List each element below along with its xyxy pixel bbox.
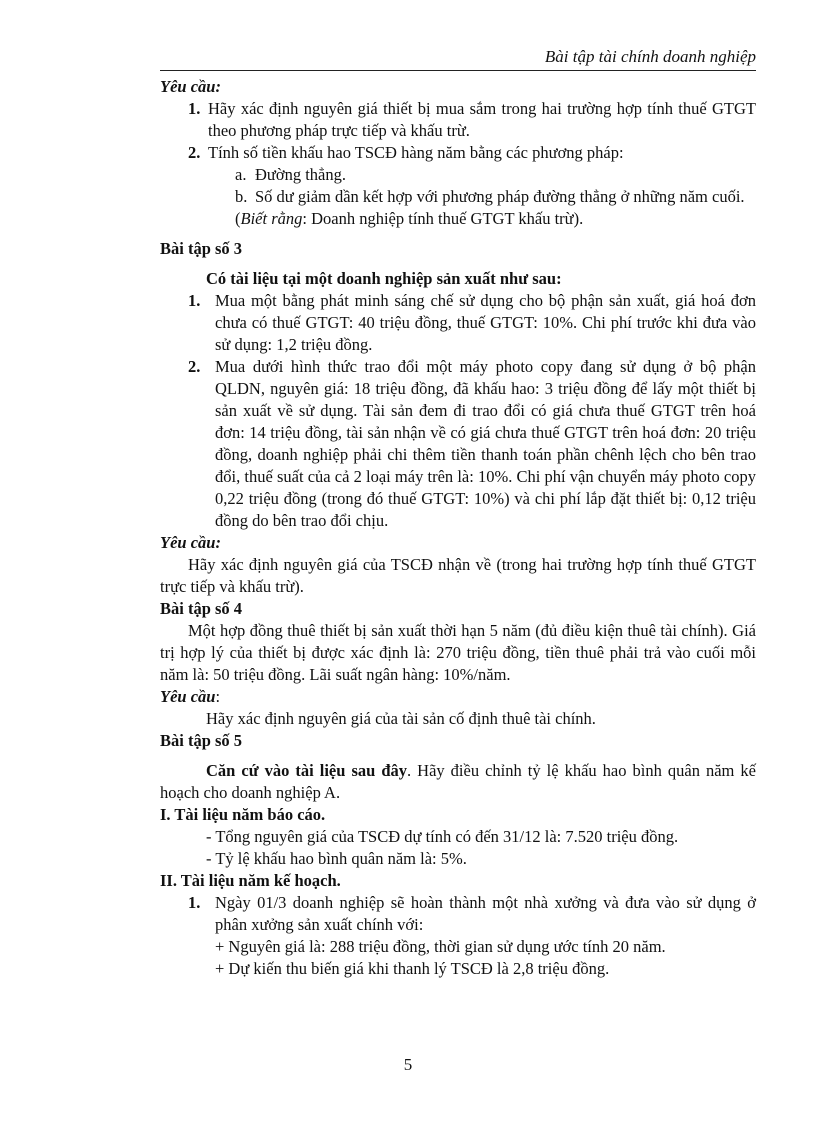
document-body [160,76,756,980]
exercise-3-requirements-text: Hãy xác định nguyên giá của TSCĐ nhận về (trong hai trường hợp tính thuế GTGT trực tiếp và khấu trừ). [160,555,756,596]
part-2-item-1 [160,892,756,936]
note-text: : Doanh nghiệp tính thuế GTGT khấu trừ). [302,209,584,228]
list-text: Ngày 01/3 doanh nghiệp sẽ hoàn thành một nhà xưởng và đưa vào sử dụng ở phân xưởng sản xuất chính với: [215,893,756,934]
exercise-3-intro: Có tài liệu tại một doanh nghiệp sản xuất như sau: [206,269,562,288]
note-label: Biết rằng [240,209,303,228]
list-text: Mua dưới hình thức trao đổi một máy photo copy đang sử dụng ở bộ phận QLDN, nguyên giá: 18 triệu đồng, đã khấu hao: 3 triệu đồng để lấy một thiết bị sản xuất về sử dụng. Tài sản đem đi trao đổi có giá chưa thuế GTGT trên hoá đơn: 14 triệu đồng, tài sản nhận về có giá chưa thuế GTGT trên hoá đơn: 20 triệu đồng, doanh nghiệp phải chi thêm tiền thanh toán phần chênh lệch cho bên trao đổi, thuế suất của cả 2 loại máy trên là: 10%. Chi phí vận chuyển máy photo copy 0,22 triệu đồng (trong đó thuế GTGT: 10%) và chi phí lắp đặt thiết bị: 0,12 triệu đồng do bên trao đổi chịu. [215,357,756,530]
requirement-item-2 [160,142,756,164]
page-number: 5 [403,1055,413,1074]
list-number: 2. [188,143,201,162]
list-text: Mua một bằng phát minh sáng chế sử dụng cho bộ phận sản xuất, giá hoá đơn chưa có thuế GTGT: 40 triệu đồng, thuế GTGT: 10%. Chi phí trước khi đưa vào sử dụng: 1,2 triệu đồng. [215,291,756,354]
part-2-heading: II. Tài liệu năm kế hoạch. [160,871,341,890]
list-number: 1. [188,291,201,310]
page-header-title: Bài tập tài chính doanh nghiệp [544,47,756,66]
sub-item-b [160,186,756,208]
note-line: (Biết rằng: Doanh nghiệp tính thuế GTGT khấu trừ). [235,209,584,228]
part-1-heading: I. Tài liệu năm báo cáo. [160,805,326,824]
exercise-4-title: Bài tập số 4 [160,599,243,618]
exercise-5-intro [160,760,756,804]
sub-item-a [160,164,756,186]
part-1-line-1: - Tổng nguyên giá của TSCĐ dự tính có đến 31/12 là: 7.520 triệu đồng. [206,827,679,846]
exercise-3-requirements-heading: Yêu cầu: [160,533,221,552]
exercise-4-requirements-heading [160,686,756,708]
sub-label: a. [235,165,247,184]
list-number: 2. [188,357,201,376]
list-number: 1. [188,893,201,912]
sub-text: Số dư giảm dần kết hợp với phương pháp đường thẳng ở những năm cuối. [255,187,745,206]
list-number: 1. [188,99,201,118]
list-text: Hãy xác định nguyên giá thiết bị mua sắm trong hai trường hợp tính thuế GTGT theo phương pháp trực tiếp và khấu trừ. [208,99,756,140]
exercise-3-title: Bài tập số 3 [160,239,243,258]
list-text: Tính số tiền khấu hao TSCĐ hàng năm bằng các phương pháp: [208,143,624,162]
header-divider [160,70,756,71]
intro-bold: Căn cứ vào tài liệu sau đây [206,761,407,780]
part-1-line-2: - Tỷ lệ khấu hao bình quân năm là: 5%. [206,849,467,868]
exercise-3-item-2 [160,356,756,532]
exercise-4-text: Một hợp đồng thuê thiết bị sản xuất thời hạn 5 năm (đủ điều kiện thuê tài chính). Giá trị hợp lý của thiết bị được xác định là: 270 triệu đồng, tiền thuê phải trả vào cuối mỗi năm là: 50 triệu đồng. Lãi suất ngân hàng: 10%/năm. [160,621,756,684]
part-2-bullet-2: + Dự kiến thu biến giá khi thanh lý TSCĐ là 2,8 triệu đồng. [215,959,610,978]
part-2-bullet-1: + Nguyên giá là: 288 triệu đồng, thời gian sử dụng ước tính 20 năm. [215,937,666,956]
exercise-4-requirements-text: Hãy xác định nguyên giá của tài sản cố định thuê tài chính. [206,709,596,728]
sub-label: b. [235,187,248,206]
requirements-heading: Yêu cầu: [160,77,221,96]
requirement-item-1 [160,98,756,142]
exercise-5-title: Bài tập số 5 [160,731,243,750]
requirements-label: Yêu cầu [160,687,216,706]
sub-text: Đường thẳng. [255,165,346,184]
requirements-colon: : [215,687,221,706]
exercise-3-item-1 [160,290,756,356]
intro-rest: . Hãy điều chỉnh tỷ lệ khấu hao bình quân năm kế hoạch cho doanh nghiệp A. [160,761,756,802]
